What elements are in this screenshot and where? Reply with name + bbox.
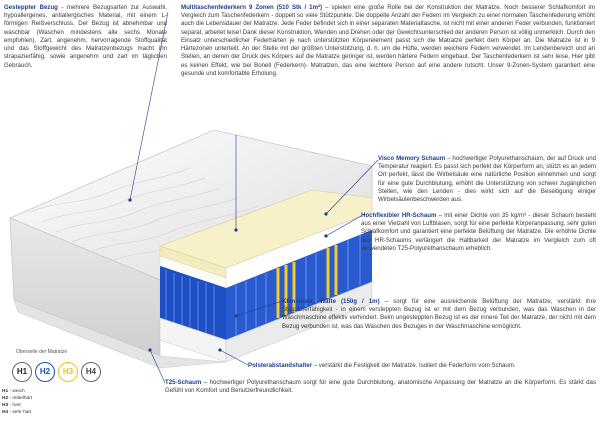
hardness-h2-circle: H2 <box>35 362 55 382</box>
key-item: H4 - sehr hart <box>2 409 32 415</box>
legend-title: Oberseite der Matratze <box>16 349 68 355</box>
key-item: H3 - hart <box>2 402 21 408</box>
springcore-text: – spielen eine große Rolle bei der Konstruktion der Matratze. Noch besserer Schlafkomfort im Vergleich zum Taschenfederkern - doppelt so viele Stützpunkte. Die doppelte Anzahl der Federn im Vergleich zu einer normalen Taschenfederung erhöht auch die Lebensdauer der Matratze. Jede Feder befindet sich in einer separaten Materialtasche, ist nicht mit einer anderen Feder verbunden, funktioniert separat, arbeitet leise! Dank dieser Konstruktion, Wenden und Drehen oder der Gewichtsunterschied der anderen Person ist völlig unmerklich. Durch den Einsatz unterschiedlicher Federhärten je nach unterstützten Körperelement passt sich die Matratze perfekt dem Körper an. Die Matratze ist in 9 Härtezonen unterteilt. An der Stelle mit der größten Unterstützung, d. h. um die Hüfte, werden weichere Federn verwendet. Im Lendenbereich und an Stellen, an denen der Druck des Körpers auf die Matratze geringer ist, werden härtere Federn eingebaut. Der Taschenfederkern ist sehr leise. Hier gibt es keinen Effekt, wie bei Bonell (Federkern)- Matratzen, das eine leichtere Person auf eine andere rutscht. Unser 9-Zonen-System garantiert eine gesunde und komfortable Erholung. <box>181 4 595 77</box>
klimafaser-description <box>282 298 596 331</box>
klimafaser-heading: Klimafaser, Watte (150g / 1m) <box>282 298 380 305</box>
hardness-key-list <box>2 389 102 417</box>
visco-description <box>378 155 596 204</box>
hardness-h4-circle: H4 <box>81 362 101 382</box>
visco-text: – hochwertiger Polyurethanschaum, der auf Druck und Temperatur reagiert. Es passt sich perfekt der Körperform an, stützt es an jedem Ort perfekt, lässt die Wirbelsäule eine natürliche Position einnehmen und sorgt für eine gute Durchblutung, erhöht die Unterstützung von schwer zugänglichen Stellen, wie den Lenden - dies wirkt sich auf die Beseitigung einiger Wirbelsäulenbeschwerden aus. <box>378 155 597 204</box>
t25-heading: T25-Schaum <box>165 379 202 386</box>
t25-text: – hochwertiger Polyurethanschaum sorgt für eine gute Durchblutung, anatomische Anpassung der Matratze an die Körperform. Es stärkt das Gefühl von Komfort und Benutzerfreundlichkeit. <box>165 379 596 395</box>
polster-description <box>248 362 596 370</box>
hardness-h3-circle: H3 <box>58 362 78 382</box>
hardness-h1-circle: H1 <box>12 362 32 382</box>
key-item: H1 - weich <box>2 389 25 394</box>
cover-text: - mehrere Bezugsarten zur Auswahl, hypoallergenes, antiallergisches Material, mit einem L-förmigen Reißverschluss. Der Bezug ist abnehmbar und waschbar (Waschen mindestens alle sechs Monate empfohlen). Zart, angenehm, hervorragende Stoffqualität und das Stoffgewicht des Matratzenbezugs macht ihn strapazierfähig, sowie angenehm und zart im täglichen Gebrauch. <box>4 4 167 69</box>
springcore-heading: Multitaschenfederkern 9 Zonen (510 Stk / 1m²) <box>181 4 323 11</box>
hr-foam-text: – mit einer Dichte von 35 kg/m³ - dieser Schaum besteht aus einer Vielzahl von Luftblasen, sorgt für eine perfekte Körperanpassung, sehr guten Schlafkomfort und garantiert eine perfekte Belüftung der Matratze. Die erhöhte Dichte des HR-Schaums verlängert die Haltbarkeit der Matratze im Vergleich zum oft verwendeten T25-Polyurethanschaum erheblich. <box>361 212 596 252</box>
visco-heading: Visco Memory Schaum <box>378 155 446 162</box>
polster-text: – verstärkt die Festigkeit der Matratze. Isoliert die Federform vom Schaum. <box>312 362 516 369</box>
hardness-circles <box>2 357 102 387</box>
key-item: H2 - mittelhart <box>2 395 33 401</box>
polster-heading: Polsterabstandshalter <box>248 362 313 369</box>
klimafaser-text: – sorgt für eine ausreichende Belüftung der Matratze, verstärkt ihre Strapazierfähigkeit - in einem versteppten Bezug ist er mit dem Bezug verbunden, was das Waschen in der Waschmaschine effektiv verhindert. Beim ungesteppten Bezug ist es der innere Teil der Matratze, der nicht mit dem Bezug verbunden ist, was das Waschen des Bezuges in der Waschmaschine ermöglicht. <box>282 298 596 330</box>
springcore-description <box>181 4 595 78</box>
t25-description <box>165 379 596 395</box>
cover-heading: Gesteppter Bezug <box>4 4 58 11</box>
hr-foam-description <box>361 212 596 253</box>
cover-description <box>4 4 167 70</box>
hr-foam-heading: Hochflexibler HR-Schaum <box>361 212 437 219</box>
hardness-legend <box>2 349 102 417</box>
